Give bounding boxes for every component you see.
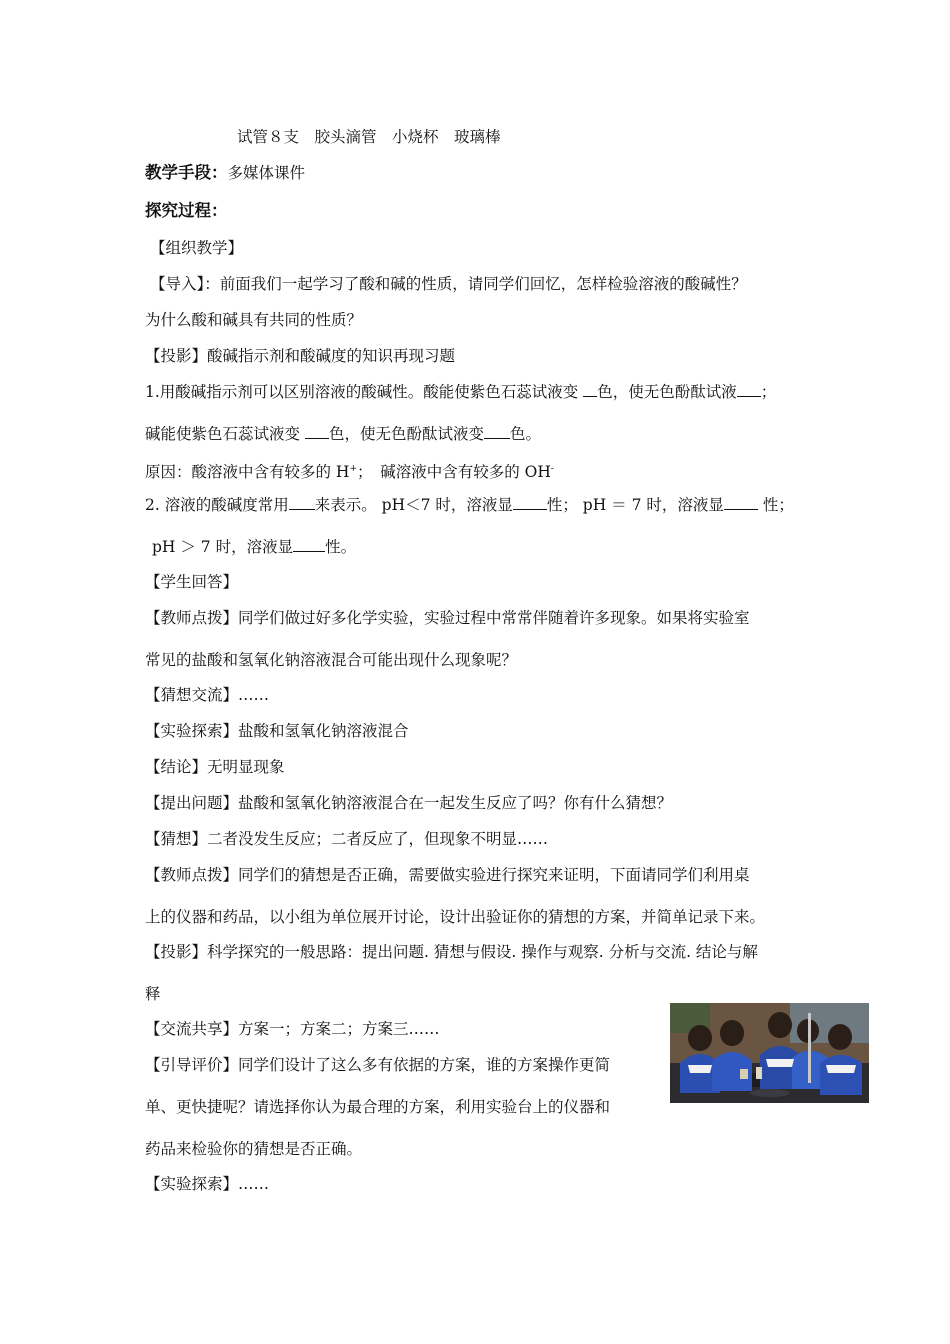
teacher-hint-2-line-2: 上的仪器和药品，以小组为单位展开讨论，设计出验证你的猜想的方案，并简单记录下来。 (145, 908, 766, 926)
q1-blank-2 (737, 382, 761, 397)
guess-exchange: 【猜想交流】…… (145, 686, 270, 704)
guess: 【猜想】二者没发生反应；二者反应了，但现象不明显…… (145, 830, 549, 848)
intro-line-1: 【导入】：前面我们一起学习了酸和碱的性质，请同学们回忆，怎样检验溶液的酸碱性？ (150, 275, 747, 293)
q1-text-b: 色，使无色酚酞试液 (597, 383, 737, 401)
guide-line-1: 【引导评价】同学们设计了这么多有依据的方案，谁的方案操作更简 (145, 1056, 611, 1074)
q1-text-f: 色。 (509, 425, 541, 443)
q1-text-e: 色，使无色酚酞试液变 (328, 425, 484, 443)
q1-blank-4 (484, 424, 510, 439)
q1-text-a: 1.用酸碱指示剂可以区别溶液的酸碱性。酸能使紫色石蕊试液变 (145, 383, 584, 401)
share-plans: 【交流共享】方案一；方案二；方案三…… (145, 1020, 440, 1038)
question-2-line-1 (145, 495, 794, 515)
question-2-line-2 (152, 537, 356, 557)
q2-blank-2 (513, 495, 547, 510)
teaching-means-label: 教学手段： (145, 163, 228, 182)
raise-question: 【提出问题】盐酸和氢氧化钠溶液混合在一起发生反应了吗？你有什么猜想？ (145, 794, 673, 812)
guide-line-3: 药品来检验你的猜想是否正确。 (145, 1140, 363, 1158)
teacher-hint-1-line-2: 常见的盐酸和氢氧化钠溶液混合可能出现什么现象呢？ (145, 651, 518, 669)
q2-text-f: 性。 (325, 538, 357, 556)
q2-blank-1 (289, 495, 315, 510)
reason-acid: 原因：酸溶液中含有较多的 H (145, 463, 350, 482)
classroom-photo-drawing (670, 1003, 869, 1103)
q1-text-d: 碱能使紫色石蕊试液变 (145, 425, 305, 443)
question-1-line-2 (145, 424, 541, 444)
reason-base: ； 碱溶液中含有较多的 OH (357, 463, 551, 482)
teaching-means (145, 163, 305, 183)
teacher-hint-2-line-1: 【教师点拨】同学们的猜想是否正确，需要做实验进行探究来证明，下面请同学们利用桌 (145, 866, 750, 884)
projection-2-line-2: 释 (145, 985, 161, 1003)
q2-text-b: 来表示。 pH＜7 时，溶液显 (314, 496, 513, 514)
q2-blank-3 (724, 495, 758, 510)
q1-blank-1 (583, 382, 597, 397)
organize-teaching: 【组织教学】 (150, 239, 244, 257)
experiment-2: 【实验探索】…… (145, 1175, 270, 1193)
intro-line-2: 为什么酸和碱具有共同的性质？ (145, 311, 363, 329)
student-answer: 【学生回答】 (145, 573, 239, 591)
q2-text-a: 2. 溶液的酸碱度常用 (145, 496, 289, 514)
classroom-photo (670, 1003, 869, 1103)
teaching-means-value: 多媒体课件 (227, 164, 306, 182)
q1-blank-3 (305, 424, 329, 439)
reason-base-sup: - (550, 464, 554, 474)
q1-text-c: ； (760, 383, 777, 401)
q2-text-d: 性； (757, 496, 794, 514)
reason-acid-sup: + (349, 464, 357, 474)
q2-text-c: 性； pH ＝ 7 时，溶液显 (546, 496, 724, 514)
q2-text-e: pH ＞ 7 时，溶液显 (152, 538, 294, 556)
q2-blank-4 (293, 537, 325, 552)
question-1-line-1 (145, 382, 776, 402)
projection-1: 【投影】酸碱指示剂和酸碱度的知识再现习题 (145, 347, 456, 365)
teacher-hint-1-line-1: 【教师点拨】同学们做过好多化学实验，实验过程中常常伴随着许多现象。如果将实验室 (145, 609, 750, 627)
experiment-1: 【实验探索】盐酸和氢氧化钠溶液混合 (145, 722, 409, 740)
conclusion: 【结论】无明显现象 (145, 758, 285, 776)
reason-line (145, 459, 554, 482)
guide-line-2: 单、更快捷呢？请选择你认为最合理的方案，利用实验台上的仪器和 (145, 1098, 611, 1116)
equipment-line: 试管８支 胶头滴管 小烧杯 玻璃棒 (237, 128, 501, 146)
process-heading: 探究过程： (145, 201, 228, 220)
projection-2-line-1: 【投影】科学探究的一般思路：提出问题. 猜想与假设. 操作与观察. 分析与交流. 结论与解 (145, 943, 758, 961)
